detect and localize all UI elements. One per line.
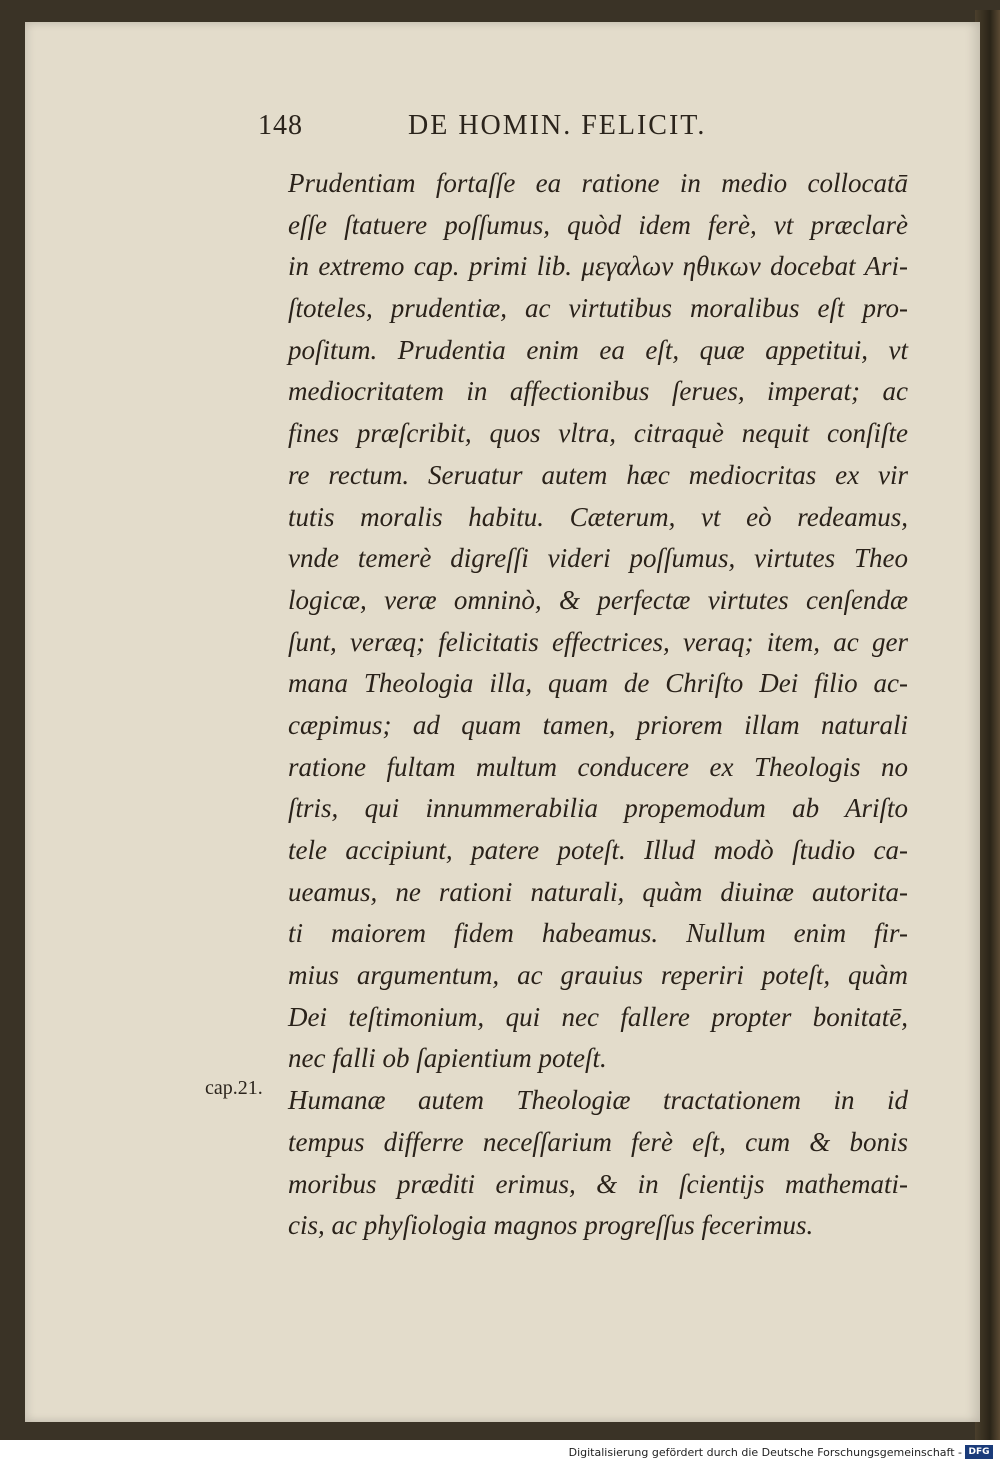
text-line: ſunt, veræq; felicitatis effectrices, veraq; item, ac ger (288, 626, 908, 657)
text-line: mediocritatem in affectionibus ſerues, imperat; ac (288, 376, 908, 407)
text-line: poſitum. Prudentia enim ea eſt, quæ appetitui, vt (288, 334, 908, 365)
text-line: ti maiorem fidem habeamus. Nullum enim fir- (288, 918, 908, 949)
text-line: fines præſcribit, quos vltra, citraquè nequit conſiſte (288, 418, 908, 449)
text-line: nec falli ob ſapientium poteſt. (288, 1043, 607, 1074)
text-line: vnde temerè digreſſi videri poſſumus, virtutes Theo (288, 543, 908, 574)
text-line: tempus differre neceſſarium ferè eſt, cum & bonis (288, 1126, 908, 1157)
page-header (258, 110, 858, 150)
text-line: cis, ac phyſiologia magnos progreſſus fecerimus. (288, 1210, 814, 1241)
running-head: DE HOMIN. FELICIT. (408, 110, 707, 141)
text-line: ſtoteles, prudentiæ, ac virtutibus moralibus eſt pro- (288, 293, 908, 324)
text-line: tele accipiunt, patere poteſt. Illud modò ſtudio ca- (288, 835, 908, 865)
text-line: moribus præditi erimus, & in ſcientijs mathemati- (288, 1168, 908, 1199)
text-line: ratione fultam multum conducere ex Theologis no (288, 751, 908, 782)
text-line: Dei teſtimonium, qui nec fallere propter bonitatē, (288, 1001, 908, 1032)
text-line: Humanæ autem Theologiæ tractationem in id (288, 1085, 908, 1116)
text-line: ueamus, ne rationi naturali, quàm diuinæ autorita- (288, 876, 908, 907)
text-line: Prudentiam fortaſſe ea ratione in medio collocatā (288, 168, 908, 198)
text-line: cæpimus; ad quam tamen, priorem illam naturali (288, 709, 908, 740)
digitization-credit: Digitalisierung gefördert durch die Deutsche Forschungsgemeinschaft - (568, 1446, 962, 1459)
body-text (288, 163, 908, 1247)
text-line: mana Theologia illa, quam de Chriſto Dei filio ac- (288, 668, 908, 699)
page-number: 148 (258, 110, 303, 141)
margin-note: cap.21. (205, 1077, 263, 1099)
text-line: in extremo cap. primi lib. μεγαλων ηθικων docebat Ari- (288, 251, 908, 282)
text-line: re rectum. Seruatur autem hæc mediocritas ex vir (288, 459, 908, 490)
text-line: eſſe ſtatuere poſſumus, quòd idem ferè, vt præclarè (288, 209, 908, 240)
text-line: tutis moralis habitu. Cæterum, vt eò redeamus, (288, 501, 908, 532)
dfg-logo: DFG (965, 1445, 993, 1459)
text-line: mius argumentum, ac grauius reperiri poteſt, quàm (288, 960, 908, 991)
text-line: ſtris, qui innummerabilia propemodum ab Ariſto (288, 793, 908, 824)
text-line: logicæ, veræ omninò, & perfectæ virtutes cenſendæ (288, 584, 908, 615)
